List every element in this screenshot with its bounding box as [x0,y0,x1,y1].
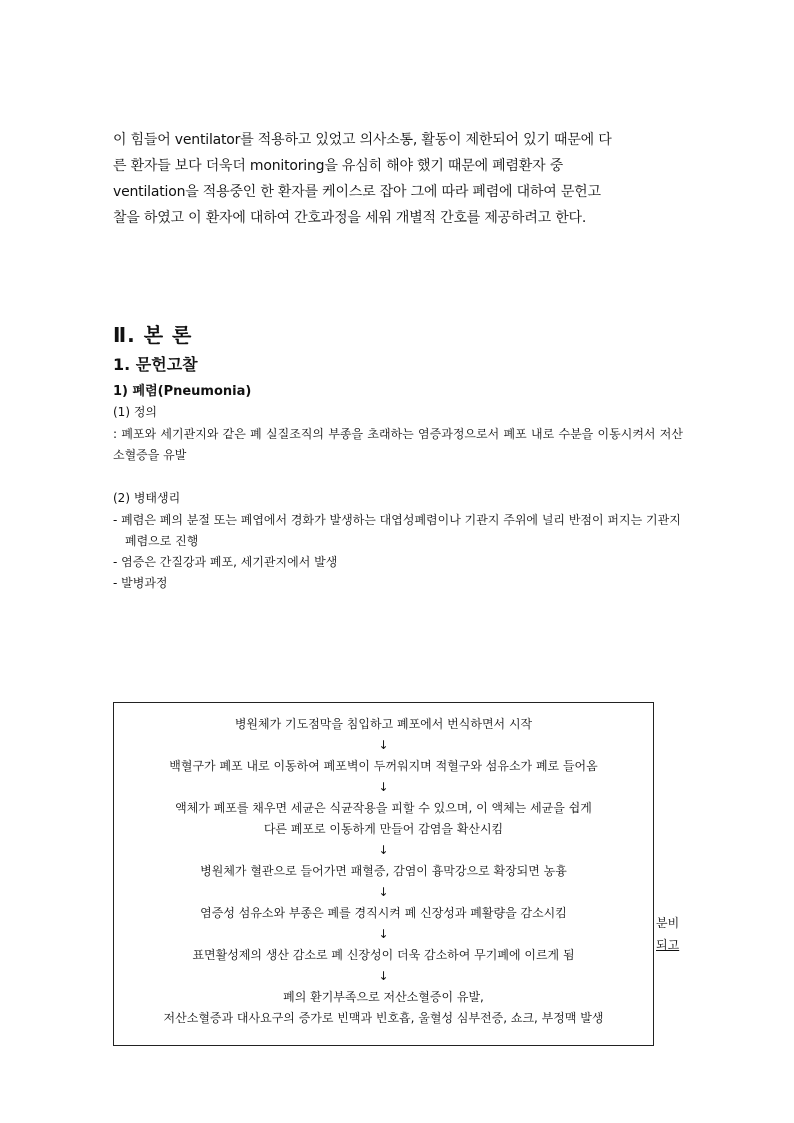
list-item: - 염증은 간질강과 폐포, 세기관지에서 발생 [113,555,338,569]
flow-step-line: 백혈구가 폐포 내로 이동하여 폐포벽이 두꺼워지며 적혈구와 섬유소가 폐로 들어옴 [169,759,598,773]
flow-arrow: ↓ [378,969,389,983]
intro-line: 찰을 하였고 이 환자에 대하여 간호과정을 세워 개별적 간호를 제공하려고 한다. [113,210,587,226]
flow-step-line: 저산소혈증과 대사요구의 증가로 빈맥과 빈호흡, 울혈성 심부전증, 쇼크, 부정맥 발생 [163,1011,604,1025]
flow-step-line: 병원체가 기도점막을 침입하고 폐포에서 번식하면서 시작 [234,717,533,731]
overflow-fragment: 되고 [656,938,680,952]
flow-step-line: 다른 폐포로 이동하게 만들어 감염을 확산시킴 [263,822,504,836]
overflow-fragment: 분비 [656,916,680,930]
intro-paragraph [113,127,683,231]
flow-step-line: 병원체가 혈관으로 들어가면 패혈증, 감염이 흉막강으로 확장되면 농흉 [200,864,567,878]
intro-line: 이 힘들어 ventilator를 적용하고 있었고 의사소통, 활동이 제한되어 있기 때문에 다 [113,132,612,148]
section-heading: Ⅱ. 본 론 [113,323,193,347]
pathophysiology-list [113,510,683,594]
flow-step-line: 표면활성제의 생산 감소로 폐 신장성이 더욱 감소하여 무기폐에 이르게 됨 [192,948,575,962]
flowchart-steps [114,703,653,1029]
flow-arrow: ↓ [378,738,389,752]
pathophysiology-label: (2) 병태생리 [113,491,181,505]
flow-step-line: 염증성 섬유소와 부종은 폐를 경직시켜 폐 신장성과 폐활량을 감소시킴 [200,906,567,920]
flow-arrow: ↓ [378,927,389,941]
list-item: - 폐렴은 폐의 분절 또는 폐엽에서 경화가 발생하는 대엽성폐렴이나 기관지 주위에 널리 반점이 퍼지는 기관지폐렴으로 진행 [113,513,681,548]
definition-label: (1) 정의 [113,405,157,419]
flow-arrow: ↓ [378,843,389,857]
intro-line: 른 환자들 보다 더욱더 monitoring을 유심히 해야 했기 때문에 폐렴환자 중 [113,158,564,174]
definition-text: : 폐포와 세기관지와 같은 폐 실질조직의 부종을 초래하는 염증과정으로서 폐포 내로 수분을 이동시켜서 저산소혈증을 유발 [113,427,683,462]
list-item: - 발병과정 [113,576,168,590]
flow-step-line: 액체가 폐포를 채우면 세균은 식균작용을 피할 수 있으며, 이 액체는 세균을 쉽게 [175,801,592,815]
flow-step-line: 폐의 환기부족으로 저산소혈증이 유발, [283,990,484,1004]
flow-arrow: ↓ [378,780,389,794]
pathogenesis-flowchart [113,702,654,1046]
flow-arrow: ↓ [378,885,389,899]
topic-heading: 1) 폐렴(Pneumonia) [113,384,252,399]
subsection-heading: 1. 문헌고찰 [113,355,198,374]
intro-line: ventilation을 적용중인 한 환자를 케이스로 잡아 그에 따라 폐렴에 대하여 문헌고 [113,184,601,200]
